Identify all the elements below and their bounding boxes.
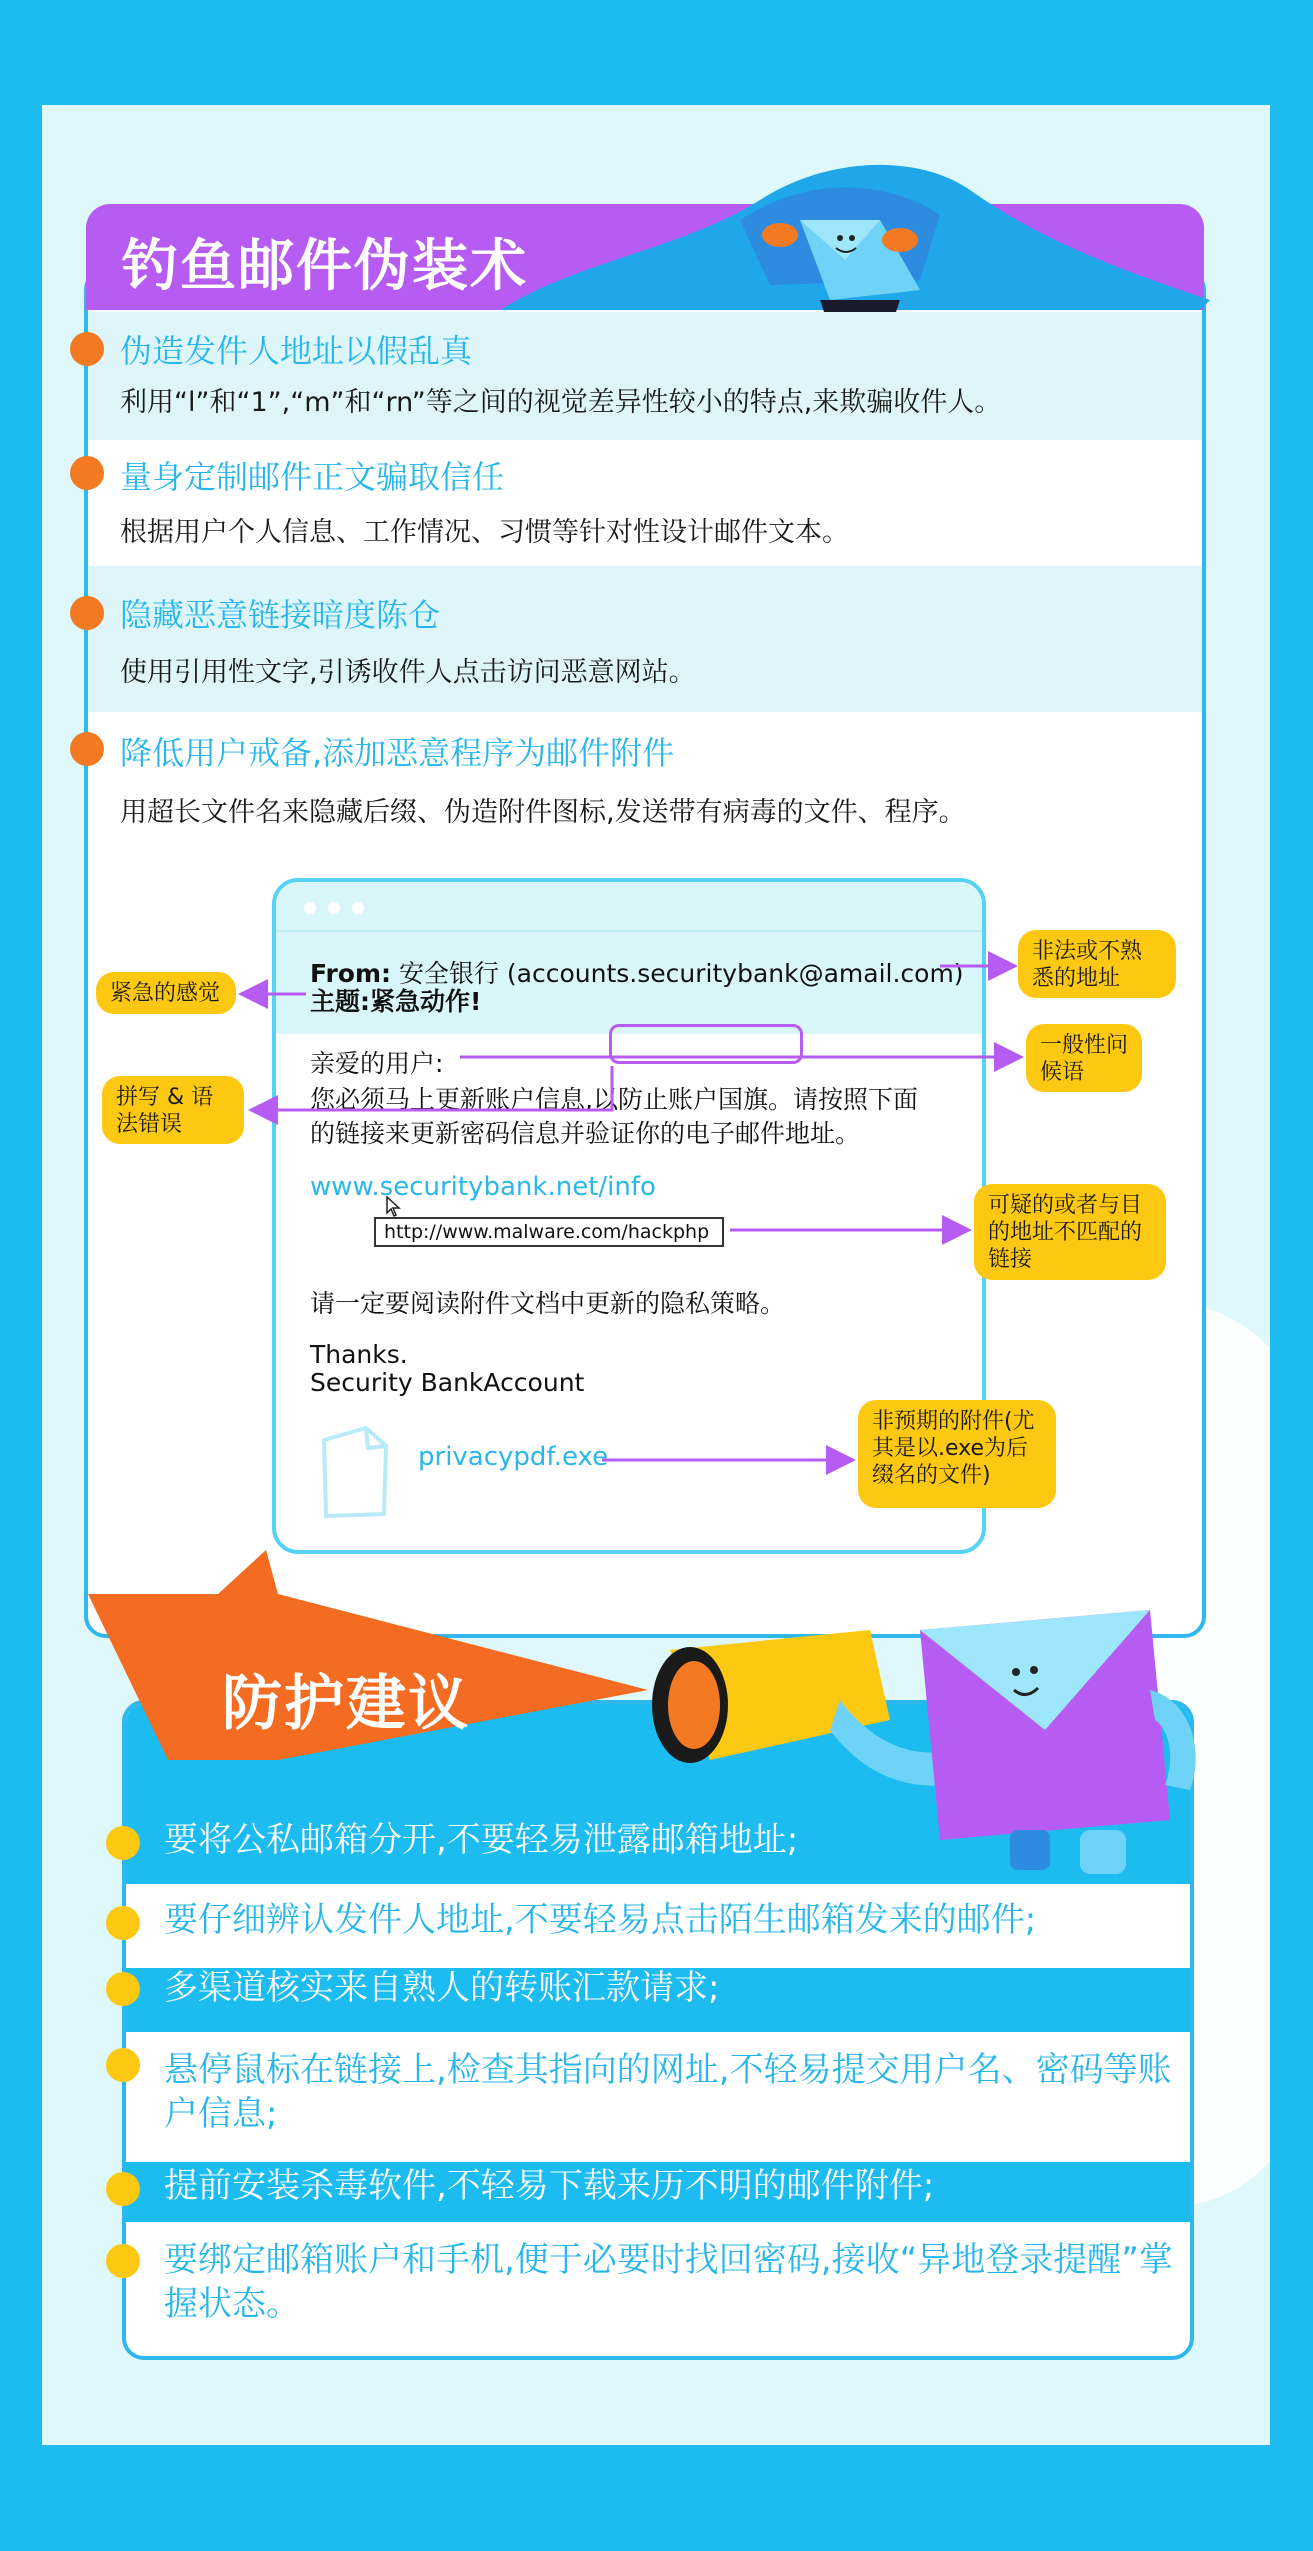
orange-bullet-icon <box>70 332 104 366</box>
window-dot-icon <box>328 902 340 914</box>
body-line1-c: 请按照下面 <box>792 1085 918 1114</box>
callout-sender: 非法或不熟悉的地址 <box>1018 930 1176 998</box>
envelope-mascot-icon <box>500 160 1210 330</box>
tip-6: 要绑定邮箱账户和手机,便于必要时找回密码,接收“异地登录提醒”掌握状态。 <box>164 2240 1173 2324</box>
email-greeting: 亲爱的用户: <box>310 1049 444 1078</box>
email-subject: 主题:紧急动作! <box>310 987 482 1016</box>
yellow-bullet-icon <box>106 2048 140 2082</box>
email-sign-1: Thanks. <box>310 1340 408 1369</box>
attachment-link[interactable]: privacypdf.exe <box>418 1442 609 1472</box>
body-line1-b: 以防止账户国旗。 <box>592 1085 793 1114</box>
item-desc-1: 利用“l”和“1”,“m”和“rn”等之间的视觉差异性较小的特点,来欺骗收件人。 <box>120 387 1002 418</box>
item-band-3 <box>88 566 1202 712</box>
callout-link: 可疑的或者与目的地址不匹配的链接 <box>974 1184 1166 1280</box>
item-desc-4: 用超长文件名来隐藏后缀、伪造附件图标,发送带有病毒的文件、程序。 <box>120 797 966 828</box>
item-heading-3: 隐藏恶意链接暗度陈仓 <box>120 596 441 634</box>
advice-title: 防护建议 <box>222 1669 470 1739</box>
callout-attachment: 非预期的附件(尤其是以.exe为后缀名的文件) <box>858 1400 1056 1508</box>
yellow-bullet-icon <box>106 1972 140 2006</box>
callout-spelling: 拼写 & 语法错误 <box>102 1076 244 1144</box>
orange-bullet-icon <box>70 596 104 630</box>
orange-bullet-icon <box>70 456 104 490</box>
tip-5: 提前安装杀毒软件,不轻易下载来历不明的邮件附件; <box>164 2166 935 2206</box>
suspicious-link[interactable]: www.securitybank.net/info <box>310 1172 656 1202</box>
tip-2: 要仔细辨认发件人地址,不要轻易点击陌生邮箱发来的邮件; <box>164 1900 1037 1940</box>
body-line1-a: 您必须马上更新账户信息, <box>310 1085 593 1114</box>
item-desc-3: 使用引用性文字,引诱收件人点击访问恶意网站。 <box>120 657 696 688</box>
item-heading-1: 伪造发件人地址以假乱真 <box>120 332 473 370</box>
cursor-icon <box>386 1196 402 1218</box>
callout-greeting: 一般性问候语 <box>1026 1024 1142 1092</box>
from-value: 安全银行 (accounts.securitybank@amail.com) <box>398 959 964 988</box>
email-body-line1 <box>310 1080 918 1116</box>
error-highlight-box <box>609 1024 803 1064</box>
yellow-bullet-icon <box>106 2172 140 2206</box>
document-icon <box>318 1422 392 1522</box>
orange-bullet-icon <box>70 732 104 766</box>
yellow-bullet-icon <box>106 1906 140 1940</box>
email-window-bar <box>276 882 982 930</box>
tip-1: 要将公私邮箱分开,不要轻易泄露邮箱地址; <box>164 1820 799 1860</box>
callout-urgent: 紧急的感觉 <box>96 972 236 1014</box>
tip-3: 多渠道核实来自熟人的转账汇款请求; <box>164 1968 720 2008</box>
tip-4: 悬停鼠标在链接上,检查其指向的网址,不轻易提交用户名、密码等账户信息; <box>164 2050 1172 2134</box>
link-tooltip: http://www.malware.com/hackphp <box>374 1217 724 1247</box>
window-dot-icon <box>304 902 316 914</box>
yellow-bullet-icon <box>106 1826 140 1860</box>
email-sign-2: Security BankAccount <box>310 1368 585 1397</box>
window-dot-icon <box>352 902 364 914</box>
item-heading-4: 降低用户戒备,添加恶意程序为邮件附件 <box>120 734 675 772</box>
item-heading-2: 量身定制邮件正文骗取信任 <box>120 458 505 496</box>
email-body-line2: 的链接来更新密码信息并验证你的电子邮件地址。 <box>310 1119 861 1148</box>
email-policy-line: 请一定要阅读附件文档中更新的隐私策略。 <box>310 1289 786 1318</box>
yellow-bullet-icon <box>106 2244 140 2278</box>
item-desc-2: 根据用户个人信息、工作情况、习惯等针对性设计邮件文本。 <box>120 517 849 548</box>
page-title: 钓鱼邮件伪装术 <box>122 234 528 299</box>
from-label: From: <box>310 959 392 988</box>
